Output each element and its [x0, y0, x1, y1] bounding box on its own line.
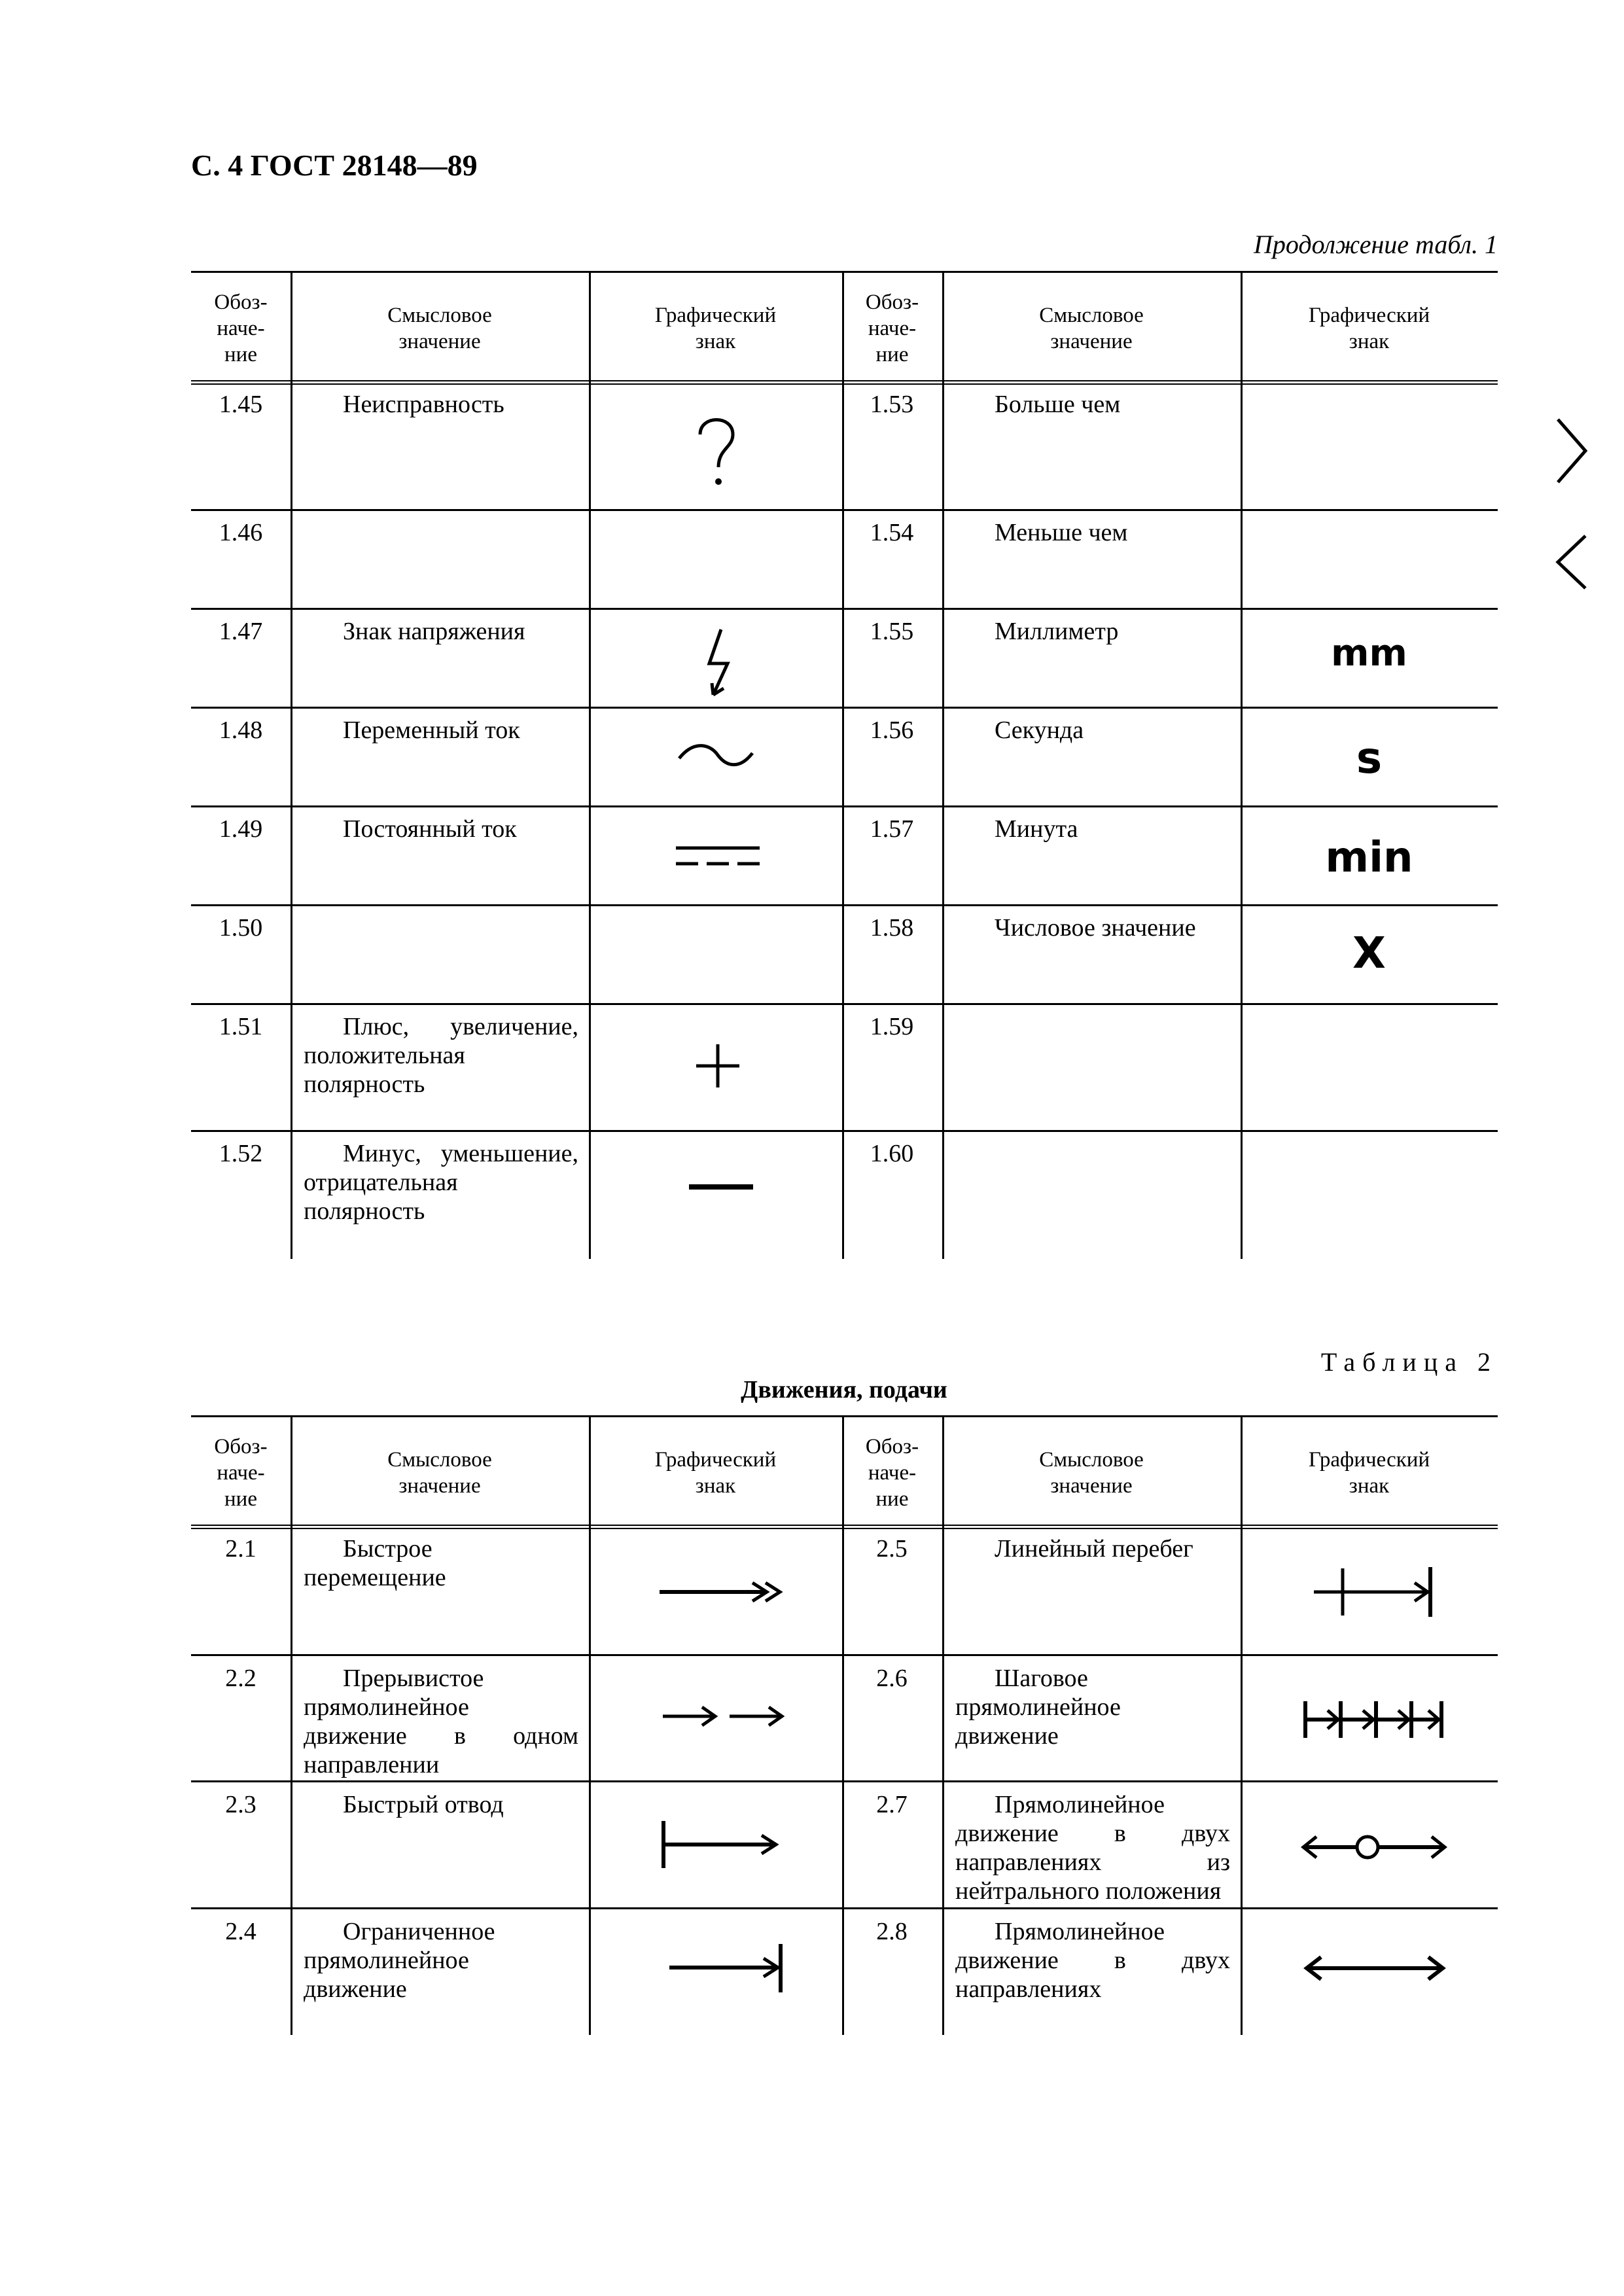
row-num: 2.6 — [876, 1665, 908, 1692]
row-num: 1.60 — [870, 1140, 914, 1167]
header-sign-right: Графический знак — [1308, 304, 1430, 353]
row-num: 1.48 — [219, 716, 263, 744]
header-meaning: Смысловое значение — [387, 304, 492, 353]
row-num: 1.57 — [870, 815, 914, 843]
direct-current-icon — [672, 840, 764, 873]
row-meaning: Переменный ток — [343, 716, 520, 744]
header-sign: Графический знак — [654, 304, 777, 353]
header-num-right: Обоз- наче- ние — [865, 1435, 919, 1511]
table2 — [191, 1415, 1498, 2035]
lightning-icon — [695, 624, 741, 706]
row-num: 1.59 — [870, 1013, 914, 1040]
table2-label: Таблица 2 — [1320, 1347, 1498, 1377]
bidirectional-arrow-icon — [1300, 1945, 1451, 1991]
table1 — [191, 271, 1498, 1259]
row-num: 2.8 — [876, 1918, 908, 1945]
row-num: 1.55 — [870, 618, 914, 645]
question-mark-icon — [680, 408, 752, 493]
header-num: Обоз- наче- ние — [214, 1435, 268, 1511]
bar-arrow-icon — [657, 1814, 781, 1873]
row-num: 2.1 — [225, 1535, 256, 1563]
row-meaning: Минута — [995, 815, 1078, 843]
row-meaning: Линейный перебег — [995, 1535, 1193, 1563]
row-meaning: Быстрый отвод — [343, 1791, 504, 1818]
row-meaning: Прямолинейное движение в двух направлениях из нейтрального положения — [955, 1791, 1230, 1905]
row-num: 2.3 — [225, 1791, 256, 1818]
row-meaning: Неисправность — [343, 391, 504, 418]
header-meaning-right: Смысловое значение — [1039, 1448, 1144, 1498]
second-sign: s — [1356, 733, 1383, 783]
plus-icon — [688, 1036, 747, 1095]
row-num: 1.47 — [219, 618, 263, 645]
header-meaning: Смысловое значение — [387, 1448, 492, 1498]
minute-sign: min — [1325, 834, 1413, 882]
row-meaning: Прерывистое прямолинейное движение в одном направлении — [304, 1665, 578, 1778]
page-header: С. 4 ГОСТ 28148—89 — [191, 149, 478, 182]
linear-overrun-icon — [1310, 1559, 1441, 1625]
row-num: 1.45 — [219, 391, 263, 418]
row-meaning: Миллиметр — [995, 618, 1119, 645]
row-meaning: Минус, уменьшение, отрицательная полярность — [304, 1140, 578, 1225]
tilde-wave-icon — [675, 732, 757, 778]
row-num: 1.58 — [870, 914, 914, 942]
row-num: 1.53 — [870, 391, 914, 418]
millimeter-sign: mm — [1331, 632, 1407, 675]
row-meaning: Секунда — [995, 716, 1084, 744]
row-num: 2.2 — [225, 1665, 256, 1692]
neutral-bidirectional-arrow-icon — [1297, 1821, 1454, 1873]
header-num: Обоз- наче- ние — [214, 291, 268, 366]
row-meaning: Плюс, увеличение, положительная полярность — [304, 1013, 578, 1098]
row-meaning: Шаговое прямолинейное движение — [955, 1665, 1121, 1750]
row-meaning: Ограниченное прямолинейное движение — [304, 1918, 495, 2003]
table2-title: Движения, подачи — [741, 1376, 947, 1404]
header-sign: Графический знак — [654, 1448, 777, 1498]
row-num: 1.56 — [870, 716, 914, 744]
row-meaning: Постоянный ток — [343, 815, 517, 843]
row-num: 1.49 — [219, 815, 263, 843]
minus-icon — [685, 1174, 757, 1200]
row-num: 1.50 — [219, 914, 263, 942]
row-num: 1.46 — [219, 519, 263, 546]
row-meaning: Числовое значение — [995, 914, 1196, 942]
header-num-right: Обоз- наче- ние — [865, 291, 919, 366]
row-num: 1.54 — [870, 519, 914, 546]
double-arrowhead-arrow-icon — [656, 1572, 786, 1612]
row-num: 1.52 — [219, 1140, 263, 1167]
row-num: 1.51 — [219, 1013, 263, 1040]
header-sign-right: Графический знак — [1308, 1448, 1430, 1498]
intermittent-arrows-icon — [659, 1697, 790, 1736]
arrow-to-bar-icon — [665, 1939, 790, 1998]
row-meaning: Больше чем — [995, 391, 1121, 418]
row-num: 2.7 — [876, 1791, 908, 1818]
greater-than-icon — [1549, 412, 1595, 490]
numeric-value-sign: X — [1352, 928, 1386, 978]
row-meaning: Меньше чем — [995, 519, 1128, 546]
stepped-arrows-icon — [1300, 1693, 1451, 1746]
row-meaning: Знак напряжения — [343, 618, 525, 645]
header-meaning-right: Смысловое значение — [1039, 304, 1144, 353]
row-meaning: Быстрое перемещение — [304, 1535, 446, 1591]
row-num: 2.5 — [876, 1535, 908, 1563]
row-meaning: Прямолинейное движение в двух направлениях — [955, 1918, 1230, 2003]
less-than-icon — [1549, 529, 1595, 595]
row-num: 2.4 — [225, 1918, 256, 1945]
table1-caption: Продолжение табл. 1 — [1253, 230, 1498, 259]
